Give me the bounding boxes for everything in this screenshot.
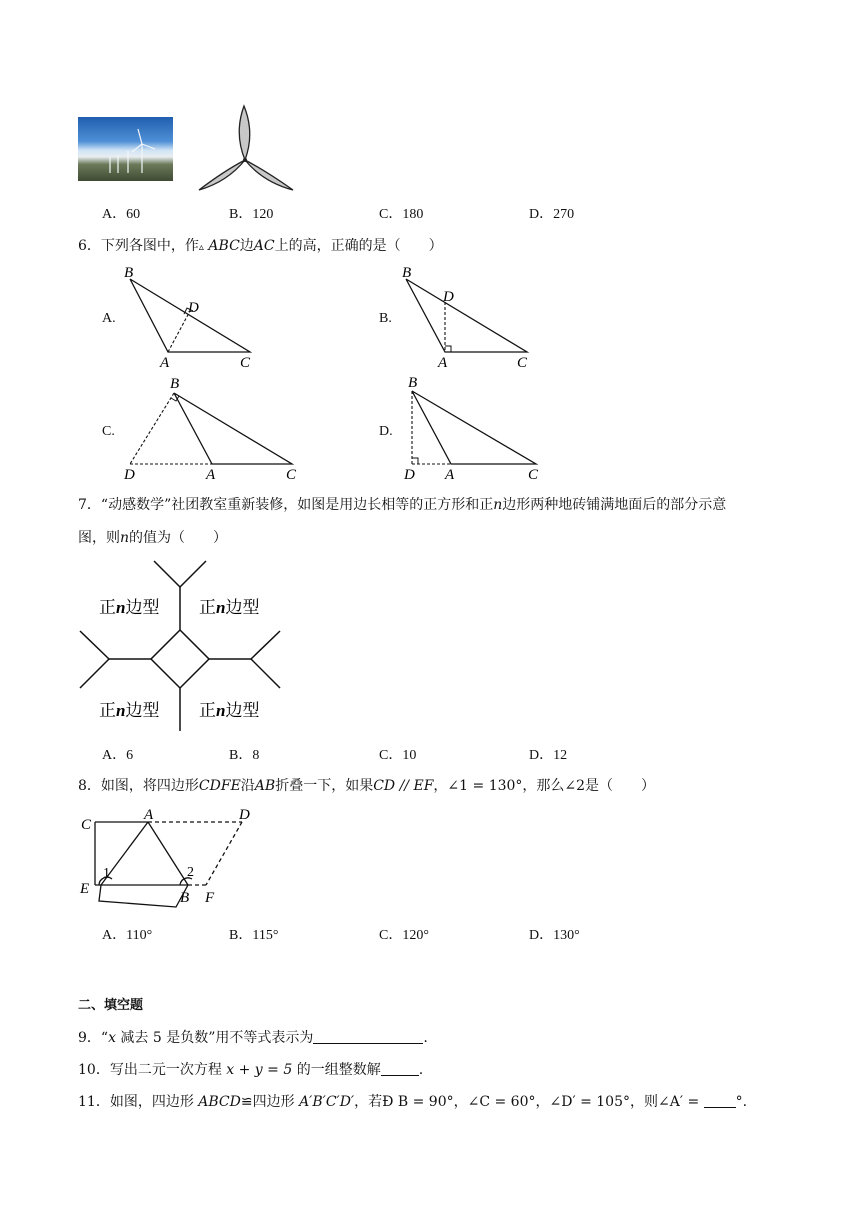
section-title: 二、填空题 [78, 998, 144, 1013]
q10-equation: x + y = 5 [226, 1062, 293, 1078]
point-b-label: B [408, 375, 418, 391]
q11-stem-part: ≌四边形 [240, 1094, 300, 1110]
q8-quad-name: CDFE [198, 778, 241, 794]
point-b-label: B [180, 890, 190, 906]
q9-answer-blank[interactable] [313, 1029, 423, 1044]
point-a-label: A [206, 467, 216, 483]
point-b-label: B [124, 265, 134, 281]
q10-stem-part: 的一组整数解 [292, 1062, 381, 1078]
point-a-label: A [144, 807, 154, 823]
q7-option-b: B．8 [229, 748, 260, 763]
q8-option-d: D．130° [529, 928, 580, 943]
q7-stem-part: 边形两种地砖铺满地面后的部分示意 [502, 497, 727, 513]
q6-figure-a [118, 265, 278, 373]
q5-option-b: B．120 [229, 207, 274, 222]
q11-stem-part: ，若Ð B = 90°，∠C = 60°，∠D′ = 105°，则∠A′ = [354, 1094, 704, 1110]
q11-stem-part: 11．如图，四边形 [78, 1094, 199, 1110]
triangle-symbol-icon: ▵ [198, 242, 204, 253]
three-blade-figure [195, 103, 299, 195]
point-d-label: D [404, 467, 415, 483]
q6-figure-d [398, 373, 554, 485]
q8-option-b: B．115° [229, 928, 279, 943]
q6-stem [78, 237, 443, 257]
q7-stem-part: 7．“动感数学”社团教室重新装修，如图是用边长相等的正方形和正 [78, 497, 494, 513]
q7-stem-line2 [78, 529, 227, 547]
q10-stem [78, 1061, 423, 1079]
polygon-label-bl: 正n边型 [99, 701, 160, 720]
q6-stem-part: 上的高，正确的是（ ） [274, 238, 443, 254]
q8-parallel-condition: CD // EF [373, 778, 434, 794]
q6-side-name: AC [253, 238, 275, 254]
q7-option-d: D．12 [529, 748, 568, 763]
point-a-label: A [438, 355, 448, 371]
q6-stem-part: 边 [239, 238, 254, 254]
q8-stem-part: 8．如图，将四边形 [78, 778, 199, 794]
polygon-label-tr: 正n边型 [199, 598, 260, 617]
angle-1-label: 1 [103, 866, 110, 881]
q6-figure-b [396, 265, 546, 373]
q9-var-x: x [108, 1030, 116, 1046]
polygon-label-tl: 正n边型 [99, 598, 160, 617]
q6-option-c-label: C. [102, 424, 115, 439]
point-c-label: C [81, 817, 92, 833]
q7-tiling-figure [76, 555, 286, 735]
q7-option-a: A．6 [102, 748, 134, 763]
q10-answer-blank[interactable] [381, 1061, 419, 1076]
q11-quad-name-prime: A′B′C′D′ [299, 1094, 355, 1110]
point-a-label: A [445, 467, 455, 483]
q8-stem [78, 777, 655, 795]
point-d-label: D [124, 467, 135, 483]
q10-stem-part: . [418, 1062, 424, 1078]
q5-option-d: D．270 [529, 207, 575, 222]
q7-var-n: n [120, 530, 130, 546]
q11-stem-part: °. [735, 1094, 748, 1110]
q11-answer-blank[interactable] [704, 1093, 736, 1108]
turbine-silhouette-icon [78, 117, 173, 181]
q9-stem-part: 减去 5 是负数”用不等式表示为 [115, 1030, 314, 1046]
wind-turbine-photo [78, 117, 173, 181]
q7-stem-part: 的值为（ ） [129, 530, 228, 546]
point-d-label: D [239, 807, 250, 823]
point-b-label: B [402, 265, 412, 281]
q6-option-a-label: A. [102, 311, 116, 326]
polygon-label-br: 正n边型 [199, 701, 260, 720]
point-b-label: B [170, 376, 180, 392]
point-c-label: C [240, 355, 251, 371]
q8-option-a: A．110° [102, 928, 153, 943]
q7-stem-part: 图，则 [78, 530, 120, 546]
q8-fold-figure [76, 805, 266, 910]
q6-figure-c [118, 373, 308, 485]
q8-fold-line: AB [254, 778, 276, 794]
q11-quad-name: ABCD [198, 1094, 241, 1110]
point-c-label: C [517, 355, 528, 371]
angle-2-label: 2 [187, 865, 194, 880]
q9-stem-part: 9．“ [78, 1030, 109, 1046]
q8-stem-part: ，那么∠2是（ ） [522, 778, 656, 794]
q6-option-d-label: D. [379, 424, 393, 439]
q7-var-n: n [493, 497, 503, 513]
q5-option-c: C．180 [379, 207, 424, 222]
q6-option-b-label: B. [379, 311, 392, 326]
q8-stem-part: 沿 [240, 778, 255, 794]
q6-stem-part: 6．下列各图中，作 [78, 238, 199, 254]
q8-angle-condition: ∠1 = 130° [447, 778, 523, 794]
point-c-label: C [528, 467, 539, 483]
q8-option-c: C．120° [379, 928, 429, 943]
q7-stem-line1 [78, 496, 726, 514]
q8-stem-part: ， [433, 778, 448, 794]
q9-stem-part: . [423, 1030, 428, 1046]
q5-option-a: A．60 [102, 207, 141, 222]
point-c-label: C [286, 467, 297, 483]
q8-stem-part: 折叠一下，如果 [275, 778, 374, 794]
q9-stem [78, 1029, 428, 1047]
q11-stem [78, 1093, 747, 1111]
point-d-label: D [188, 300, 199, 316]
q10-stem-part: 10．写出二元一次方程 [78, 1062, 227, 1078]
point-e-label: E [80, 881, 90, 897]
point-f-label: F [205, 890, 215, 906]
point-d-label: D [443, 289, 454, 305]
point-a-label: A [160, 355, 170, 371]
q6-triangle-name: ABC [208, 238, 240, 254]
q7-option-c: C．10 [379, 748, 417, 763]
